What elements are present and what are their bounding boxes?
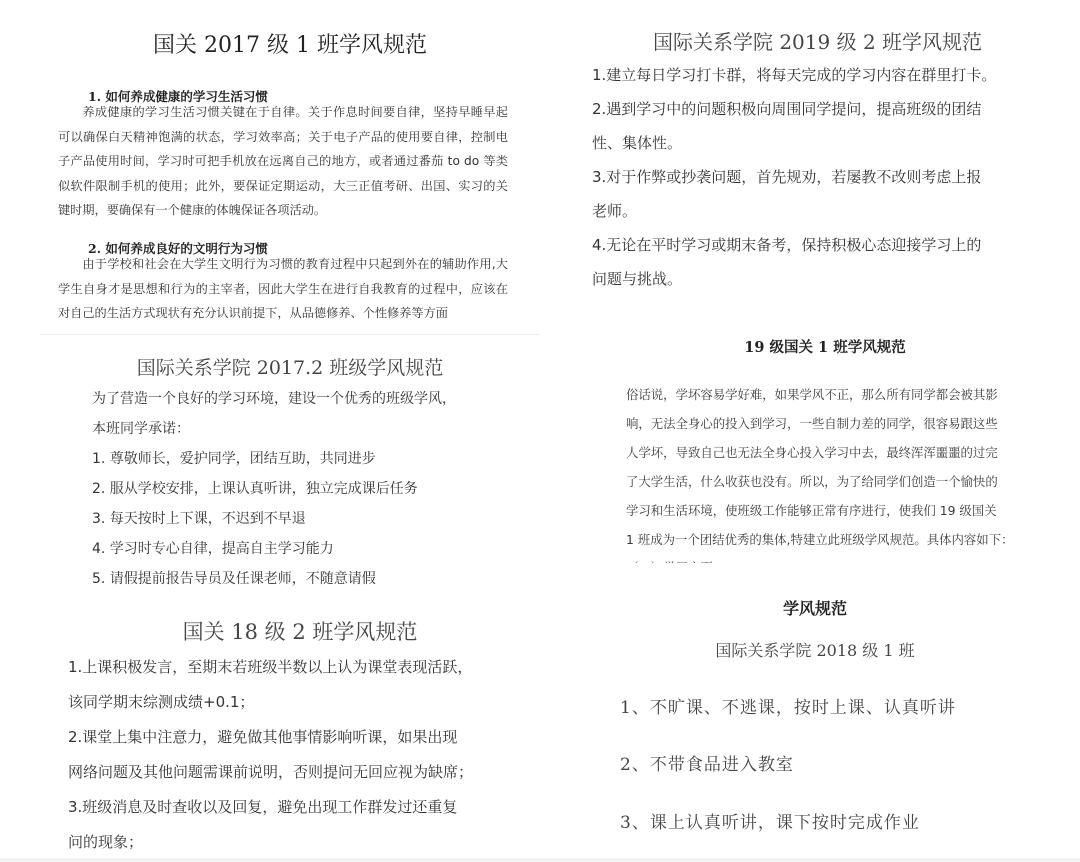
list-item: 5. 请假提前报告导员及任课老师，不随意请假 (92, 571, 376, 587)
panel-title: 学风规范 (782, 599, 847, 618)
doc-panel-19-class1 (600, 325, 1050, 570)
list-item: 为了营造一个良好的学习环境，建设一个优秀的班级学风， (92, 391, 456, 407)
section-paragraph: 由于学校和社会在大学生文明行为习惯的教育过程中只起到外在的辅助作用,大学生自身才是思想和行为的主宰者，因此大学生在进行自我教育的过程中，应该在对自己的生活方式现状有充分认识前提下，从品德修养、个性修养等方面 (58, 257, 508, 320)
list-item: 1.上课积极发言，至期末若班级半数以上认为课堂表现活跃， (68, 658, 473, 676)
list-item: 性、集体性。 (592, 134, 683, 152)
list-item: 网络问题及其他问题需课前说明，否则提问无回应视为缺席； (68, 763, 474, 781)
doc-panel-18-class2 (40, 600, 560, 862)
paragraph-line: 响，无法全身心的投入到学习，一些自制力差的同学，很容易跟这些 (626, 416, 998, 431)
doc-panel-2018-class1 (590, 580, 1080, 860)
list-item: 4. 学习时专心自律，提高自主学习能力 (92, 541, 334, 557)
bottom-border (0, 858, 1080, 862)
panel-title: 19 级国关 1 班学风规范 (744, 339, 906, 356)
panel-title: 国际关系学院 2017.2 班级学风规范 (136, 357, 444, 379)
paragraph-line: 了大学生活，什么收获也没有。所以，为了给同学们创造一个愉快的 (626, 474, 998, 489)
paragraph-line: 1 班成为一个团结优秀的集体,特建立此班级学风规范。具体内容如下： (626, 532, 1014, 547)
list-item: 3、课上认真听讲，课下按时完成作业 (620, 813, 920, 833)
list-item: 3.班级消息及时查收以及回复，避免出现工作群发过还重复 (68, 798, 458, 816)
panel-title: 国关 18 级 2 班学风规范 (182, 620, 418, 644)
section-heading: 1. 如何养成健康的学习生活习惯 (88, 89, 268, 104)
list-item: 4.无论在平时学习或期末备考，保持积极心态迎接学习上的 (592, 236, 982, 254)
doc-panel-2017-2 (40, 345, 540, 590)
panel-title: 国际关系学院 2019 级 2 班学风规范 (652, 30, 983, 54)
list-item: 本班同学承诺： (92, 421, 190, 437)
list-item: 老师。 (592, 202, 638, 220)
list-item: 1、不旷课、不逃课，按时上课、认真听讲 (620, 698, 956, 718)
section-paragraph: 养成健康的学习生活习惯关键在于自律。关于作息时间要自律，坚持早睡早起可以确保白天精神饱满的状态，学习效率高；关于电子产品的使用要自律，控制电子产品使用时间，学习时可把手机放在远离自己的地方，或者通过番茄 to do 等类似软件限制手机的使用；此外，要保证定期运动，大三正值考研、出国、实习的关键时期，要确保有一个健康的体魄保证各项活动。 (58, 105, 508, 217)
paragraph-line: 学习和生活环境，使班级工作能够正常有序进行，使我们 19 级国关 (626, 503, 997, 518)
panel-title: 国关 2017 级 1 班学风规范 (153, 33, 427, 58)
paragraph-line: 人学坏，导致自己也无法全身心投入学习中去，最终浑浑噩噩的过完 (626, 445, 998, 460)
list-item: 问的现象； (68, 833, 144, 851)
list-item: 该同学期末综测成绩+0.1； (68, 693, 255, 711)
doc-panel-2019-class2 (575, 0, 1080, 300)
list-item: 3. 每天按时上下课，不迟到不早退 (92, 511, 306, 527)
list-item: 1. 尊敬师长，爱护同学，团结互助，共同进步 (92, 451, 376, 467)
list-item: 1.建立每日学习打卡群，将每天完成的学习内容在群里打卡。 (592, 66, 997, 84)
list-item: 2. 服从学校安排，上课认真听讲，独立完成课后任务 (92, 481, 418, 497)
section-heading: 2. 如何养成良好的文明行为习惯 (88, 241, 268, 256)
list-item: 问题与挑战。 (592, 270, 683, 288)
list-item: 2.课堂上集中注意力，避免做其他事情影响听课，如果出现 (68, 728, 458, 746)
paragraph-line: 俗话说，学坏容易学好难，如果学风不正，那么所有同学都会被其影 (626, 387, 998, 402)
panel-subtitle: 国际关系学院 2018 级 1 班 (715, 641, 915, 660)
list-item: 3.对于作弊或抄袭问题，首先规劝，若屡教不改则考虑上报 (592, 168, 982, 186)
doc-panel-2017-class1 (40, 10, 540, 340)
crop-mask (600, 563, 1050, 570)
list-item: 2.遇到学习中的问题积极向周围同学提问，提高班级的团结 (592, 100, 982, 118)
divider (40, 334, 540, 335)
list-item: 2、不带食品进入教室 (620, 755, 794, 775)
